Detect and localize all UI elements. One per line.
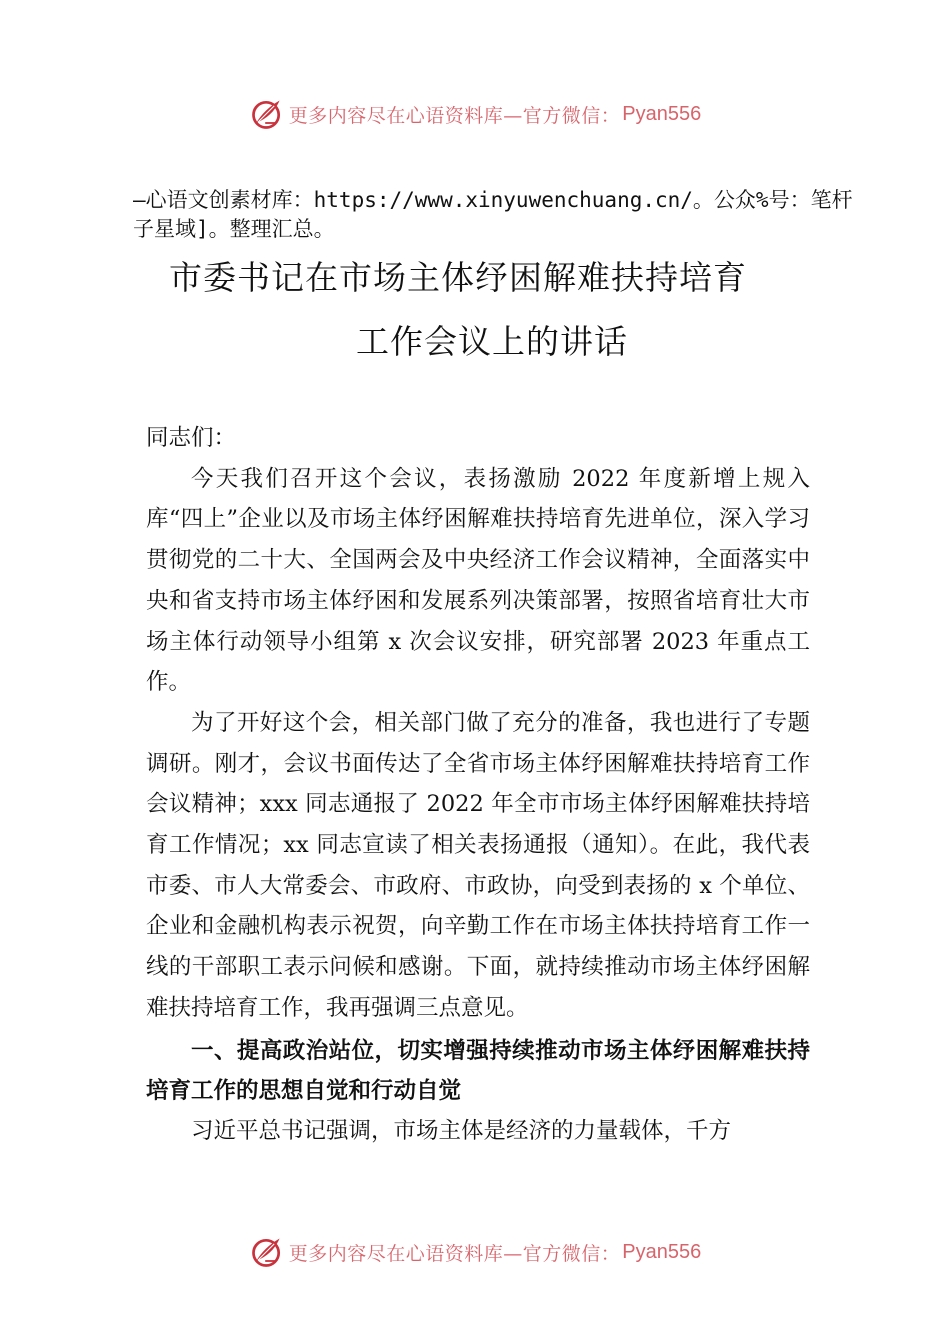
document-body — [146, 418, 810, 1151]
watermark-wechat-id: Pyan556 — [622, 1240, 702, 1263]
watermark-text: 更多内容尽在心语资料库—官方微信： — [288, 1242, 621, 1265]
salutation: 同志们： — [146, 425, 237, 451]
section-heading-1: 一、提高政治站位，切实增强持续推动市场主体纾困解难扶持培育工作的思想自觉和行动自觉 — [146, 1037, 810, 1104]
feather-pen-logo-icon — [249, 1234, 285, 1270]
watermark-text: 更多内容尽在心语资料库—官方微信： — [288, 104, 621, 127]
document-title-line-2: 工作会议上的讲话 — [356, 322, 628, 361]
watermark-banner-bottom — [0, 1232, 950, 1272]
paragraph-2: 为了开好这个会，相关部门做了充分的准备，我也进行了专题调研。刚才，会议书面传达了全省市场主体纾困解难扶持培育工作会议精神；xxx 同志通报了 2022 年全市市场主体纾困解难扶持培育工作情况；xx 同志宣读了相关表扬通报（通知）。在此，我代表市委、市人大常委会、市政府、市政协，向受到表扬的 x 个单位、企业和金融机构表示祝贺，向辛勤工作在市场主体扶持培育工作一线的干部职工表示问候和感谢。下面，就持续推动市场主体纾困解难扶持培育工作，我再强调三点意见。 — [146, 709, 810, 1021]
document-title-line-1: 市委书记在市场主体纾困解难扶持培育 — [169, 258, 747, 297]
source-note: —心语文创素材库：https://www.xinyuwenchuang.cn/。公众%号：笔杆子星域]。整理汇总。 — [133, 188, 853, 241]
paragraph-1: 今天我们召开这个会议，表扬激励 2022 年度新增上规入库“四上”企业以及市场主体纾困解难扶持培育先进单位，深入学习贯彻党的二十大、全国两会及中央经济工作会议精神，全面落实中央和省支持市场主体纾困和发展系列决策部署，按照省培育壮大市场主体行动领导小组第 x 次会议安排，研究部署 2023 年重点工作。 — [146, 465, 810, 696]
watermark-wechat-id: Pyan556 — [622, 102, 702, 125]
paragraph-3: 习近平总书记强调，市场主体是经济的力量载体，千方 — [191, 1117, 732, 1144]
feather-pen-logo-icon — [249, 96, 285, 132]
watermark-banner-top — [0, 94, 950, 134]
